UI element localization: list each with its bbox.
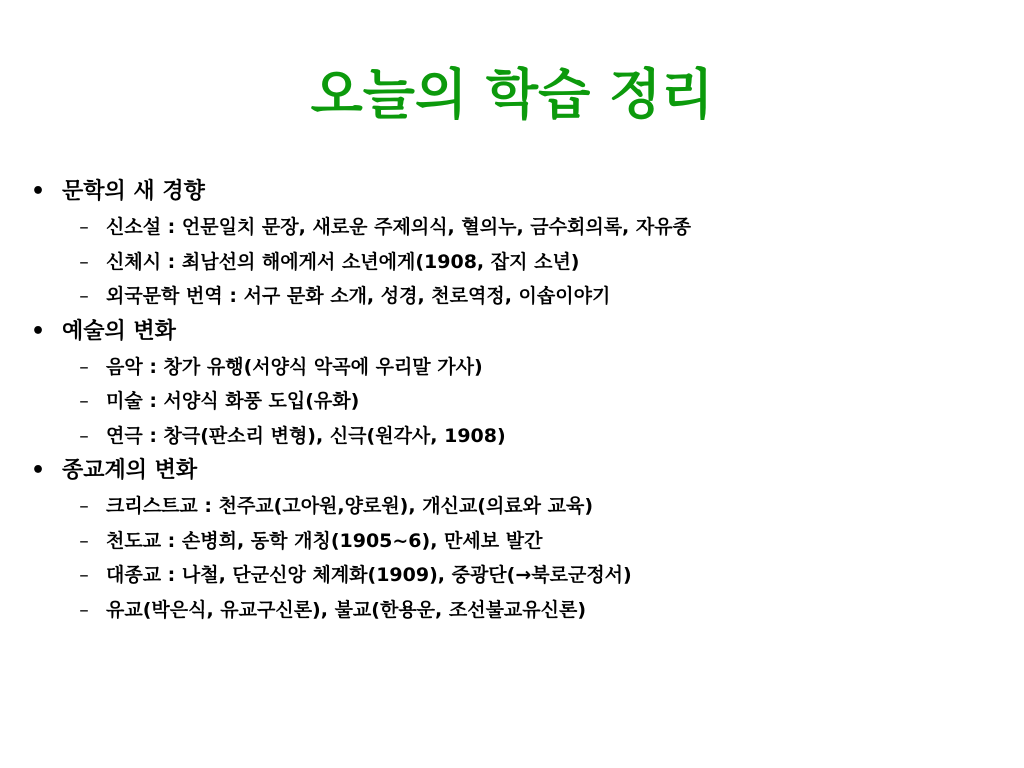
- sub-item-text: 신소설 : 언문일치 문장, 새로운 주제의식, 혈의누, 금수회의록, 자유종: [106, 216, 691, 238]
- sub-item-text: 대종교 : 나철, 단군신앙 체계화(1909), 중광단(→북로군정서): [106, 564, 632, 586]
- dash-icon: –: [79, 598, 89, 621]
- sub-item: [20, 245, 1010, 280]
- dash-icon: –: [79, 216, 89, 238]
- sub-item: [20, 210, 1010, 245]
- dash-icon: –: [79, 250, 89, 273]
- sub-item-text: 천도교 : 손병희, 동학 개칭(1905~6), 만세보 발간: [106, 529, 543, 552]
- sub-item-text: 연극 : 창극(판소리 변형), 신극(원각사, 1908): [106, 424, 506, 447]
- sub-item-text: 음악 : 창가 유행(서양식 악곡에 우리말 가사): [106, 355, 483, 378]
- section-arts: [20, 314, 1010, 454]
- bullet-heading: [20, 453, 1010, 489]
- sub-item: [20, 489, 1010, 524]
- sub-item-text: 미술 : 서양식 화풍 도입(유화): [106, 390, 360, 412]
- sub-item: [20, 384, 1010, 419]
- heading-text: 문학의 새 경향: [62, 179, 205, 204]
- dash-icon: –: [79, 390, 89, 412]
- bullet-heading: [20, 314, 1010, 350]
- bullet-dot-icon: •: [30, 458, 46, 483]
- heading-text: 예술의 변화: [62, 318, 176, 344]
- sub-item: [20, 558, 1010, 593]
- sub-item-text: 크리스트교 : 천주교(고아원,양로원), 개신교(의료와 교육): [106, 495, 594, 517]
- dash-icon: –: [79, 424, 89, 447]
- dash-icon: –: [79, 495, 89, 517]
- sub-item: [20, 279, 1010, 314]
- sub-item: [20, 524, 1010, 559]
- sub-item: [20, 350, 1010, 385]
- sub-item-text: 외국문학 번역 : 서구 문화 소개, 성경, 천로역정, 이솝이야기: [106, 285, 611, 307]
- bullet-dot-icon: •: [30, 179, 46, 204]
- dash-icon: –: [79, 285, 89, 307]
- sub-item-text: 신체시 : 최남선의 해에게서 소년에게(1908, 잡지 소년): [106, 250, 580, 273]
- dash-icon: –: [79, 355, 89, 378]
- sub-item: [20, 419, 1010, 454]
- sub-item: [20, 593, 1010, 628]
- dash-icon: –: [79, 564, 89, 586]
- dash-icon: –: [79, 529, 89, 552]
- sub-item-text: 유교(박은식, 유교구신론), 불교(한용운, 조선불교유신론): [106, 598, 587, 621]
- slide-title: 오늘의 학습 정리: [310, 63, 714, 126]
- heading-text: 종교계의 변화: [62, 458, 198, 483]
- section-literature: [20, 174, 1010, 314]
- slide-content: [20, 174, 1010, 627]
- bullet-heading: [20, 174, 1010, 210]
- bullet-dot-icon: •: [30, 318, 46, 344]
- section-religion: [20, 453, 1010, 627]
